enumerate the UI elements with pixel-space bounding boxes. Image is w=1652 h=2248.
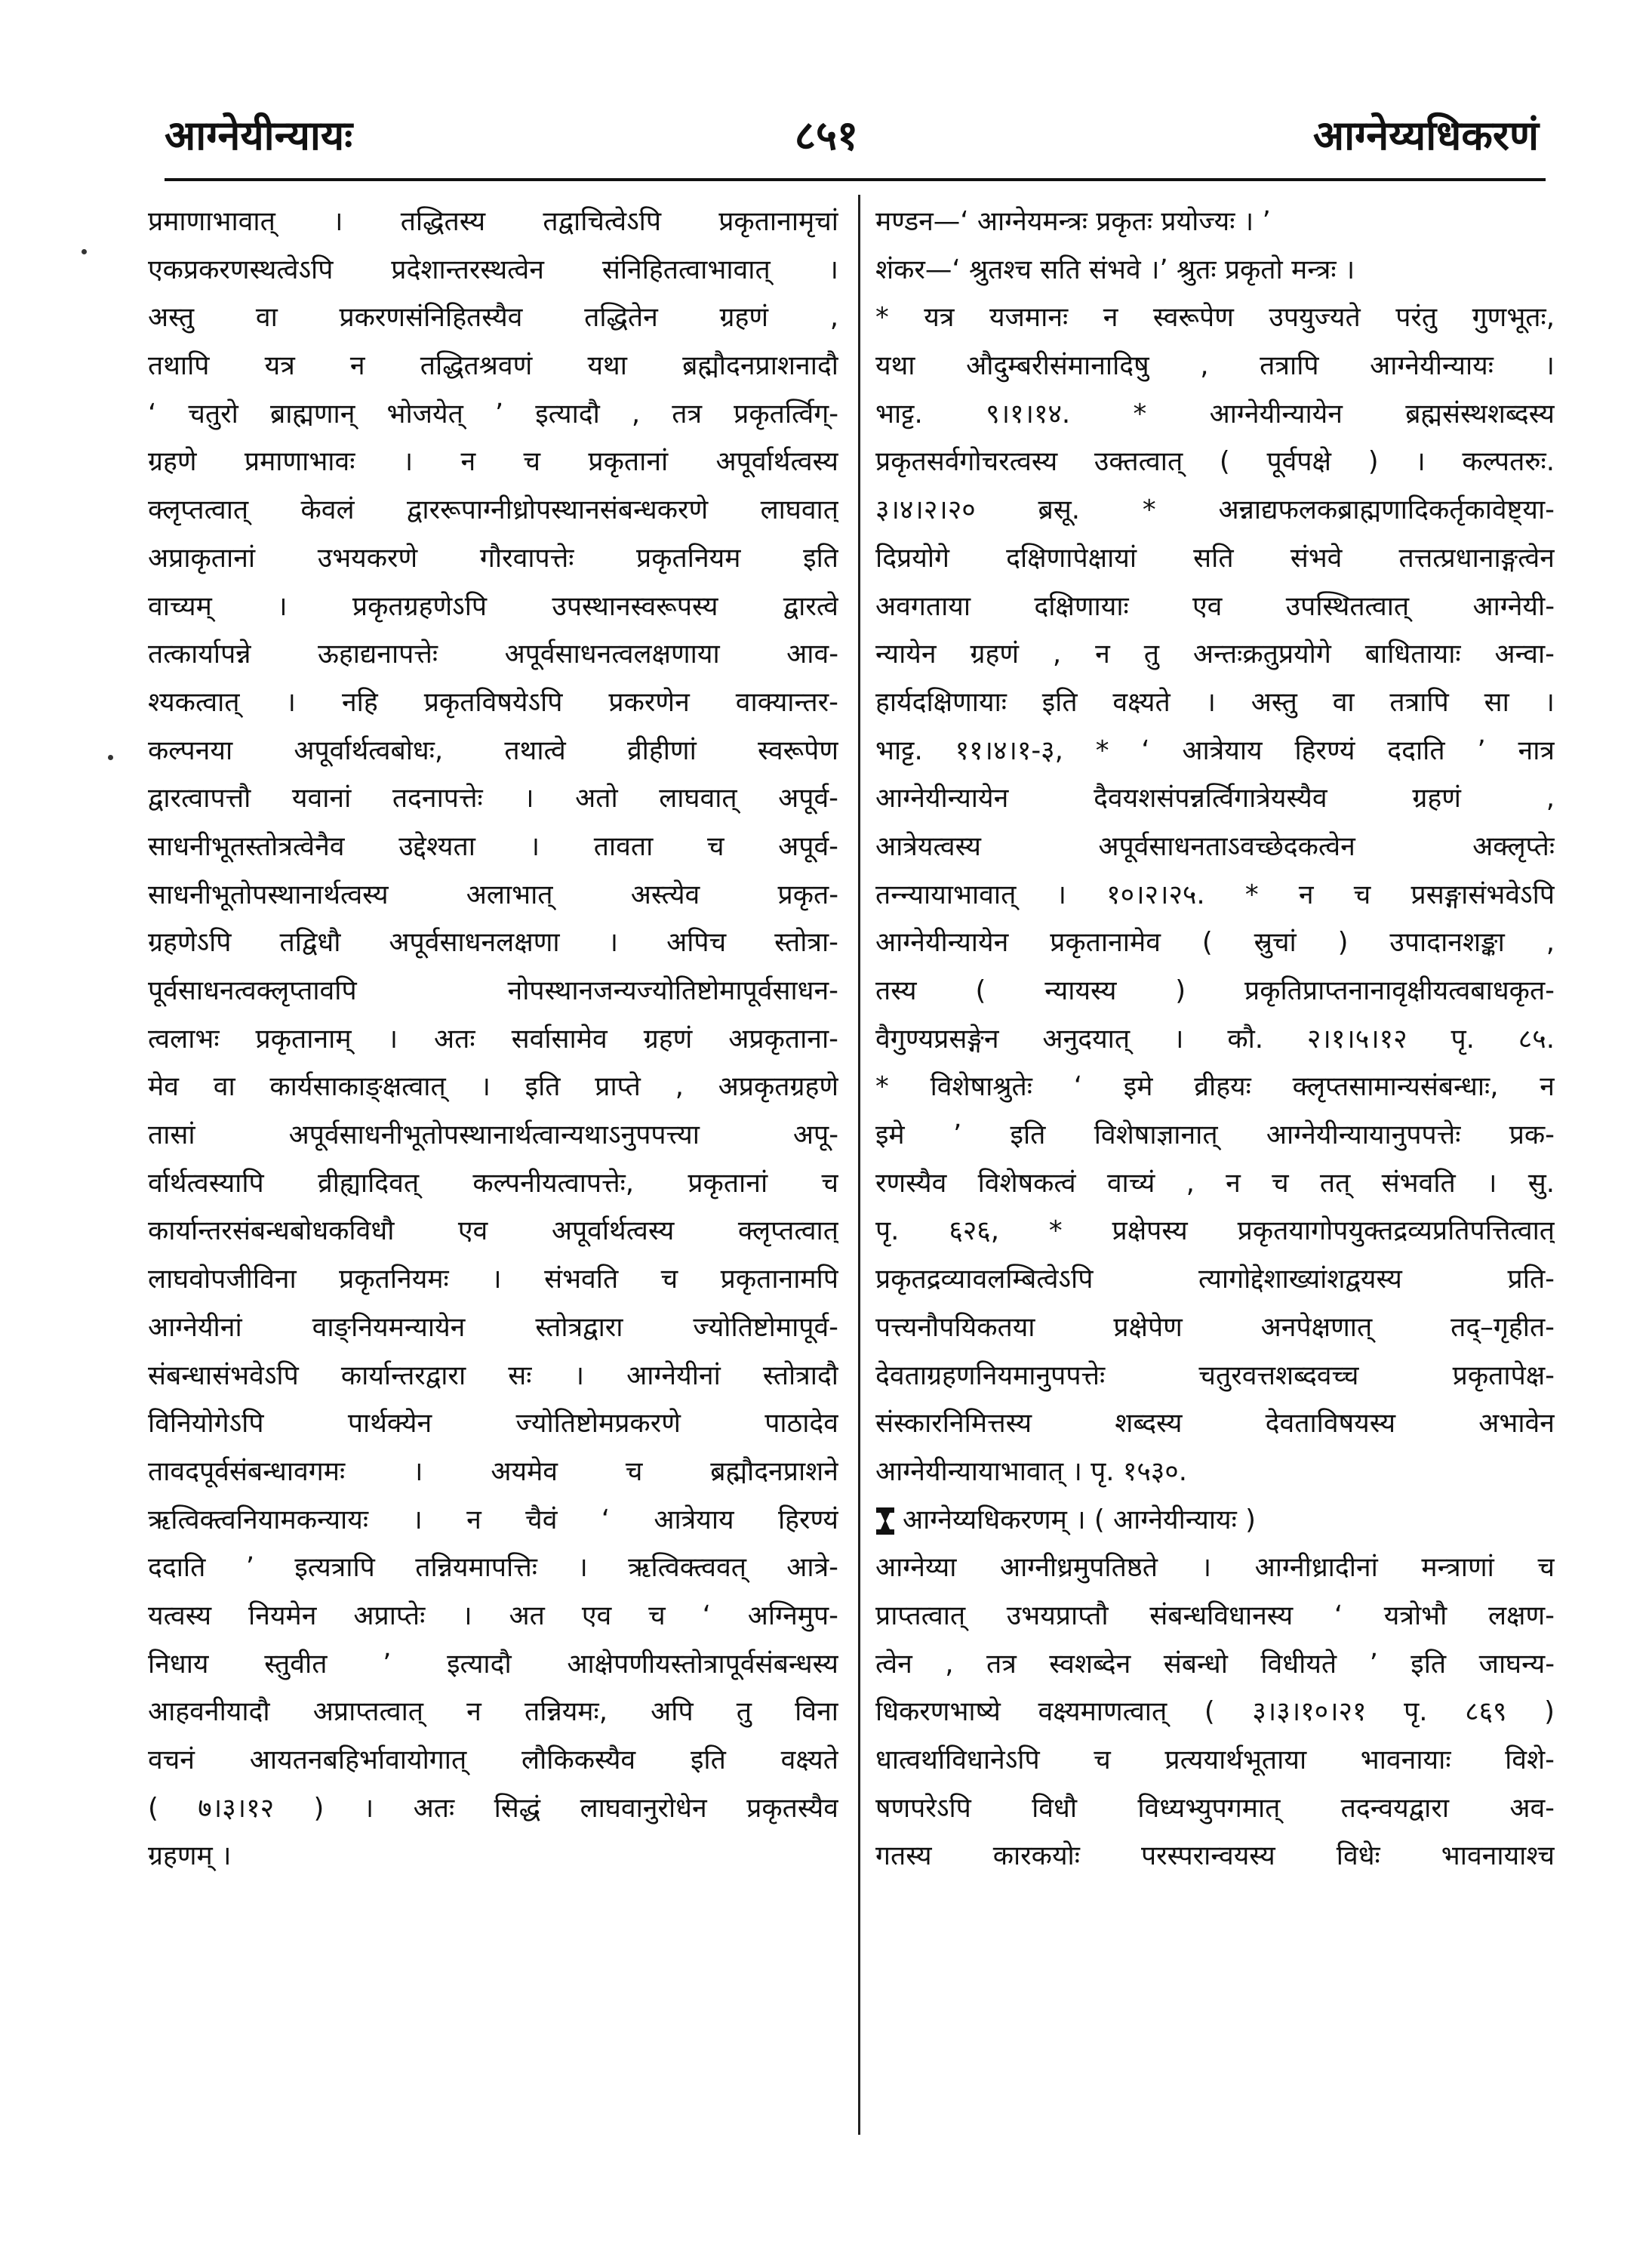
- text-line: * यत्र यजमानः न स्वरूपेण उपयुज्यते परंतु गुणभूतः,: [875, 302, 1555, 334]
- text-line: धिकरणभाष्ये वक्ष्यमाणत्वात् ( ३।३।१०।२१ पृ. ८६९ ): [875, 1696, 1555, 1728]
- text-line: तासां अपूर्वसाधनीभूतोपस्थानार्थत्वान्यथाऽनुपपत्त्या अपू-: [148, 1119, 838, 1151]
- text-line: विनियोगेऽपि पार्थक्येन ज्योतिष्टोमप्रकरणे पाठादेव: [148, 1408, 838, 1440]
- text-line: प्रकृतद्रव्यावलम्बित्वेऽपि त्यागोद्देशाख्यांशद्वयस्य प्रति-: [875, 1264, 1555, 1295]
- running-head-right: आग्नेय्यधिकरणं: [1312, 112, 1539, 159]
- text-line: पूर्वसाधनत्वक्लृप्तावपि नोपस्थानजन्यज्योतिष्टोमापूर्वसाधन-: [148, 975, 838, 1006]
- text-line: एकप्रकरणस्थत्वेऽपि प्रदेशान्तरस्थत्वेन संनिहितत्वाभावात् ।: [148, 254, 838, 285]
- text-line: पृ. ६२६, * प्रक्षेपस्य प्रकृतयागोपयुक्तद्रव्यप्रतिपत्तित्वात्: [875, 1215, 1555, 1247]
- text-line: कल्पनया अपूर्वार्थत्वबोधः, तथात्वे व्रीहीणां स्वरूपेण: [148, 734, 838, 766]
- text-line: देवताग्रहणनियमानुपपत्तेः चतुरवत्तशब्दवच्च प्रकृतापेक्ष-: [875, 1360, 1555, 1391]
- text-line: तावदपूर्वसंबन्धावगमः । अयमेव च ब्रह्मौदनप्राशने: [148, 1455, 838, 1487]
- text-line: आग्नेयीन्यायाभावात् । पृ. १५३०.: [875, 1455, 1187, 1487]
- text-line: संस्कारनिमित्तस्य शब्दस्य देवताविषयस्य अभावेन: [875, 1408, 1555, 1440]
- text-line: धात्वर्थाविधानेऽपि च प्रत्ययार्थभूताया भावनायाः विशे-: [875, 1745, 1555, 1775]
- text-line: आग्नेय्या आग्नीध्रमुपतिष्ठते । आग्नीध्रादीनां मन्त्राणां च: [875, 1552, 1555, 1584]
- text-line: ऋत्विक्त्वनियामकन्यायः । न चैवं ‘ आत्रेयाय हिरण्यं: [148, 1504, 838, 1535]
- text-line: संबन्धासंभवेऽपि कार्यान्तरद्वारा सः । आग्नेयीनां स्तोत्रादौ: [148, 1360, 838, 1391]
- text-line: प्रकृतसर्वगोचरत्वस्य उक्तत्वात् ( पूर्वपक्षे ) । कल्पतरुः.: [875, 446, 1555, 478]
- text-line: त्वेन , तत्र स्वशब्देन संबन्धो विधीयते ’ इति जाघन्य-: [875, 1648, 1555, 1680]
- text-line: मेव वा कार्यसाकाङ्क्षत्वात् । इति प्राप्ते , अप्रकृतग्रहणे: [148, 1071, 838, 1103]
- column-divider: [858, 195, 860, 2135]
- text-line: आत्रेयत्वस्य अपूर्वसाधनताऽवच्छेदकत्वेन अक्लृप्तेः: [875, 830, 1555, 862]
- text-line: प्रमाणाभावात् । तद्धितस्य तद्वाचित्वेऽपि प्रकृतानामृचां: [148, 206, 838, 237]
- text-line: वैगुण्यप्रसङ्गेन अनुदयात् । कौ. २।१।५।१२ पृ. ८५.: [875, 1023, 1555, 1055]
- fleuron-icon: [875, 1507, 895, 1535]
- text-line: इमे ’ इति विशेषाज्ञानात् आग्नेयीन्यायानुपपत्तेः प्रक-: [875, 1119, 1555, 1151]
- left-column: [148, 198, 838, 1880]
- text-line: अप्राकृतानां उभयकरणे गौरवापत्तेः प्रकृतनियम इति: [148, 542, 838, 574]
- right-column: [875, 198, 1555, 1880]
- text-line: * विशेषाश्रुतेः ‘ इमे व्रीहयः क्लृप्तसामान्यसंबन्धाः, न: [875, 1071, 1555, 1103]
- text-line: अस्तु वा प्रकरणसंनिहितस्यैव तद्धितेन ग्रहणं ,: [148, 302, 838, 334]
- text-line: लाघवोपजीविना प्रकृतनियमः । संभवति च प्रकृतानामपि: [148, 1264, 838, 1295]
- text-line: प्राप्तत्वात् उभयप्राप्तौ संबन्धविधानस्य ‘ यत्रोभौ लक्षण-: [875, 1600, 1555, 1631]
- text-line: तन्न्यायाभावात् । १०।२।२५. * न च प्रसङ्गासंभवेऽपि: [875, 879, 1555, 910]
- text-line: आग्नेयीन्यायेन दैवयशसंपन्नर्त्विगात्रेयस्यैव ग्रहणं ,: [875, 783, 1555, 815]
- text-line: ‘ चतुरो ब्राह्मणान् भोजयेत् ’ इत्यादौ , तत्र प्रकृतर्त्विग्-: [148, 398, 838, 430]
- text-line: कार्यान्तरसंबन्धबोधकविधौ एव अपूर्वार्थत्वस्य क्लृप्तत्वात्: [148, 1215, 838, 1247]
- text-line: आग्नेयीन्यायेन प्रकृतानामेव ( स्रुचां ) उपादानशङ्का ,: [875, 927, 1555, 959]
- margin-dot: [108, 755, 113, 760]
- text-line: द्वारत्वापत्तौ यवानां तदनापत्तेः । अतो लाघवात् अपूर्व-: [148, 783, 838, 815]
- text-line: तत्कार्यापन्ने ऊहाद्यनापत्तेः अपूर्वसाधनत्वलक्षणाया आव-: [148, 639, 838, 670]
- text-line: आहवनीयादौ अप्राप्तत्वात् न तन्नियमः, अपि तु विना: [148, 1696, 838, 1728]
- text-line: आग्नेय्यधिकरणम् । ( आग्नेयीन्यायः ): [875, 1496, 1555, 1544]
- text-line: षणपरेऽपि विधौ विध्यभ्युपगमात् तदन्वयद्वारा अव-: [875, 1792, 1555, 1824]
- text-line: भाट्ट. ११।४।१-३, * ‘ आत्रेयाय हिरण्यं ददाति ’ नात्र: [875, 734, 1555, 766]
- text-line: रणस्यैव विशेषकत्वं वाच्यं , न च तत् संभवति । सु.: [875, 1167, 1555, 1199]
- text-line: पत्त्यनौपयिकतया प्रक्षेपेण अनपेक्षणात् तद्–गृहीत-: [875, 1311, 1555, 1343]
- text-line: तस्य ( न्यायस्य ) प्रकृतिप्राप्तनानावृक्षीयत्वबाधकृत-: [875, 975, 1555, 1006]
- text-line: तथापि यत्र न तद्धितश्रवणं यथा ब्रह्मौदनप्राशनादौ: [148, 350, 838, 382]
- text-line: हार्यदक्षिणायाः इति वक्ष्यते । अस्तु वा तत्रापि सा ।: [875, 686, 1555, 718]
- text-line: ( ७।३।१२ ) । अतः सिद्धं लाघवानुरोधेन प्रकृतस्यैव: [148, 1792, 838, 1824]
- text-line: र्वार्थत्वस्यापि व्रीह्यादिवत् कल्पनीयत्वापत्तेः, प्रकृतानां च: [148, 1167, 838, 1199]
- text-line: ग्रहणम् ।: [148, 1840, 232, 1872]
- text-line: भाट्ट. ९।१।१४. * आग्नेयीन्यायेन ब्रह्मसंस्थशब्दस्य: [875, 398, 1555, 430]
- text-line: न्यायेन ग्रहणं , न तु अन्तःक्रतुप्रयोगे बाधितायाः अन्वा-: [875, 639, 1555, 670]
- text-line: वाच्यम् । प्रकृतग्रहणेऽपि उपस्थानस्वरूपस्य द्वारत्वे: [148, 590, 838, 622]
- text-line: साधनीभूतस्तोत्रत्वेनैव उद्देश्यता । तावता च अपूर्व-: [148, 830, 838, 862]
- text-line: यत्वस्य नियमेन अप्राप्तेः । अत एव च ‘ अग्निमुप-: [148, 1600, 838, 1631]
- text-line: श्यकत्वात् । नहि प्रकृतविषयेऽपि प्रकरणेन वाक्यान्तर-: [148, 686, 838, 718]
- text-line: गतस्य कारकयोः परस्परान्वयस्य विधेः भावनायाश्च: [875, 1840, 1555, 1872]
- text-line: निधाय स्तुवीत ’ इत्यादौ आक्षेपणीयस्तोत्रापूर्वसंबन्धस्य: [148, 1648, 838, 1680]
- text-line: शंकर—‘ श्रुतश्च सति संभवे ।’ श्रुतः प्रकृतो मन्त्रः ।: [875, 254, 1355, 285]
- page-number: ८५१: [794, 112, 859, 159]
- text-line: यथा औदुम्बरीसंमानादिषु , तत्रापि आग्नेयीन्यायः ।: [875, 350, 1555, 382]
- text-line: ग्रहणेऽपि तद्विधौ अपूर्वसाधनलक्षणा । अपिच स्तोत्रा-: [148, 927, 838, 959]
- text-line: त्वलाभः प्रकृतानाम् । अतः सर्वासामेव ग्रहणं अप्रकृताना-: [148, 1023, 838, 1055]
- running-head-left: आग्नेयीन्यायः: [165, 112, 353, 159]
- text-line: वचनं आयतनबहिर्भावायोगात् लौकिकस्यैव इति वक्ष्यते: [148, 1745, 838, 1775]
- text-line: अवगताया दक्षिणायाः एव उपस्थितत्वात् आग्नेयी-: [875, 590, 1555, 622]
- text-line: ददाति ’ इत्यत्रापि तन्नियमापत्तिः । ऋत्विक्त्ववत् आत्रे-: [148, 1552, 838, 1584]
- text-line: साधनीभूतोपस्थानार्थत्वस्य अलाभात् अस्त्येव प्रकृत-: [148, 879, 838, 910]
- text-line: ग्रहणे प्रमाणाभावः । न च प्रकृतानां अपूर्वार्थत्वस्य: [148, 446, 838, 478]
- margin-dot: [82, 249, 87, 254]
- text-line: मण्डन—‘ आग्नेयमन्त्रः प्रकृतः प्रयोज्यः । ’: [875, 206, 1271, 237]
- text-line: दिप्रयोगे दक्षिणापेक्षायां सति संभवे तत्तत्प्रधानाङ्गत्वेन: [875, 542, 1555, 574]
- text-line: ३।४।२।२० ब्रसू. * अन्नाद्यफलकब्राह्मणादिकर्तृकावेष्ट्या-: [875, 494, 1555, 526]
- header-rule: [165, 178, 1546, 181]
- text-line: क्लृप्तत्वात् केवलं द्वाररूपाग्नीध्रोपस्थानसंबन्धकरणे लाघवात्: [148, 494, 838, 526]
- text-line: आग्नेयीनां वाङ्नियमन्यायेन स्तोत्रद्वारा ज्योतिष्टोमापूर्व-: [148, 1311, 838, 1343]
